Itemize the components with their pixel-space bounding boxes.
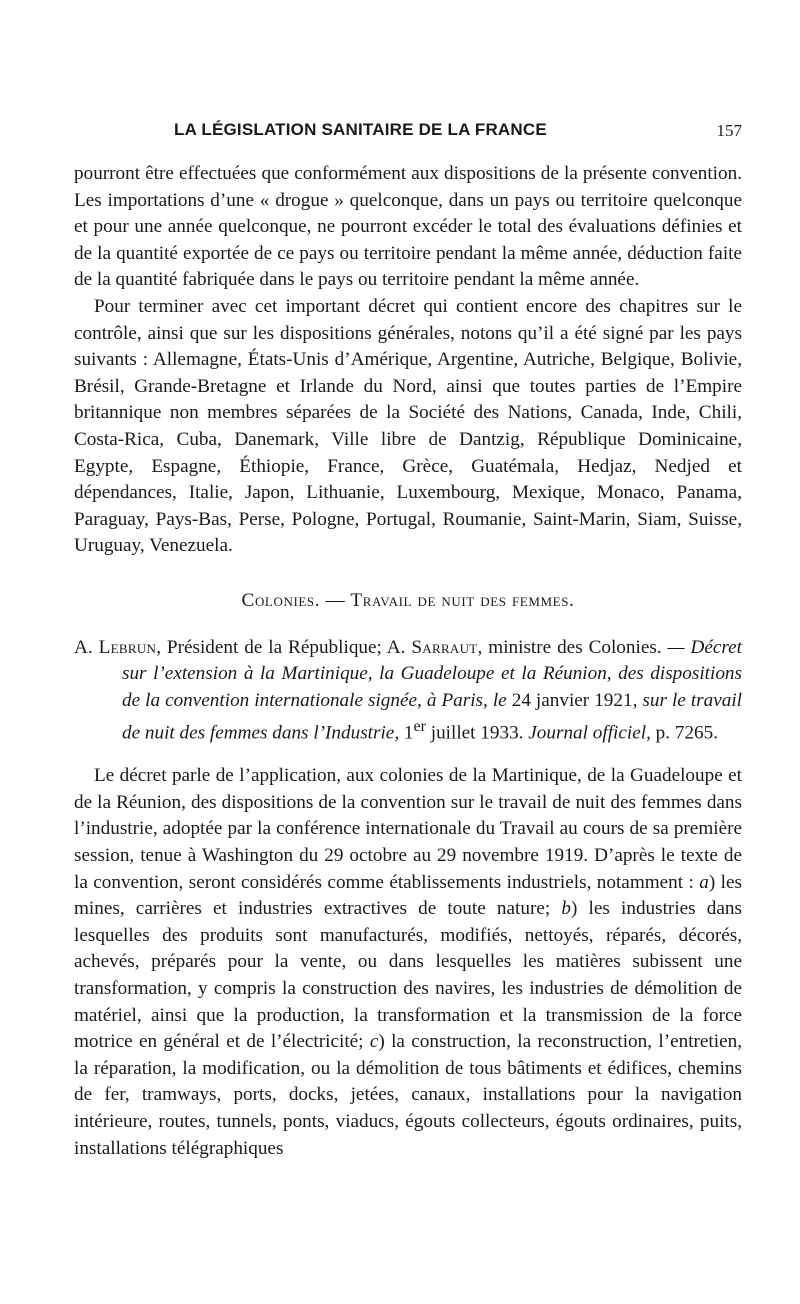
journal-title: Journal officiel [528, 722, 647, 744]
marker-a: a [699, 871, 709, 893]
page-number: 157 [716, 121, 742, 140]
decree-date-sup: er [413, 718, 426, 736]
sarraut-name: Sarraut [411, 636, 478, 658]
sarraut-initial: A. [386, 636, 412, 658]
commentary-part-1: Le décret parle de l’application, aux colonies de la Martinique, de la Guadeloupe et de la Réunion, des dispositions de la convention sur le travail de nuit des femmes dans l’industrie, adoptée par la conférence internationale du Travail au cours de sa première session, tenue à Washington du 29 octobre au 29 novembre 1919. D’après le texte de la convention, seront considérés comme établissements industriels, notamment : [74, 765, 742, 893]
marker-b: b [561, 898, 571, 920]
paragraph-continuation: pourront être effectuées que conformément aux dispositions de la présente convention. Les importations d’une « drogue » quelconque, dans un pays ou territoire quelconque et pour une année quelconque, ne pourront excéder le total des évaluations définies et de la quantité exportée de ce pays ou territoire pendant la même année, déduction faite de la quantité fabriquée dans le pays ou territoire pendant la même année. [74, 163, 742, 291]
decree-title: — Décret sur l’extension à la Martinique, la Guadeloupe et la Réunion, des dispositions de la convention internationale signée, à Paris, le [122, 636, 743, 711]
commentary-part-3: ) les industries dans lesquelles des produits sont manufacturés, modifiés, nettoyés, réparés, décorés, achevés, préparés pour la vente, ou dans lesquelles les matières subissent une transformation, y compris la construction des navires, les industries de démolition de matériel, ainsi que la production, la transformation et la transmission de la force motrice en général et de l’électricité; [74, 898, 742, 1053]
decree-citation [74, 635, 742, 748]
page-body [74, 161, 742, 1162]
commentary-part-2: ) les mines, carrières et industries extractives de toute nature; [74, 871, 742, 920]
lebrun-initial: A. [74, 636, 99, 658]
lebrun-role: , Président de la République; [156, 636, 387, 658]
marker-c: c [369, 1031, 379, 1053]
journal-page: , p. 7265. [646, 722, 719, 744]
section-heading: Colonies. — Travail de nuit des femmes. [241, 589, 575, 611]
commentary-part-4: ) la construction, la reconstruction, l’entretien, la réparation, la modification, ou la démolition de tous bâtiments et édifices, chemins de fer, tramways, ports, docks, jetées, canaux, installations pour la navigation intérieure, routes, tunnels, ponts, viaducs, égouts collecteurs, égouts ordinaires, puits, installations télégraphiques [74, 1031, 742, 1159]
decree-date-day: 1 [403, 722, 414, 744]
sarraut-role: , ministre des Colonies. [477, 636, 662, 658]
decree-date-signed: 24 janvier 1921 [511, 689, 633, 711]
paragraph-decree-commentary [74, 763, 742, 1162]
decree-date-rest: juillet 1933. [425, 722, 529, 744]
page-header [74, 118, 742, 150]
running-head: LA LÉGISLATION SANITAIRE DE LA FRANCE [174, 120, 547, 139]
lebrun-name: Lebrun [98, 636, 157, 658]
decree-subject: , sur le travail de nuit des femmes dans l’Industrie, [122, 689, 742, 744]
paragraph-signatories: Pour terminer avec cet important décret qui contient encore des chapitres sur le contrôle, ainsi que sur les dispositions générales, notons qu’il a été signé par les pays suivants : Allemagne, États-Unis d’Amérique, Argentine, Autriche, Belgique, Bolivie, Brésil, Grande-Bretagne et Irlande du Nord, ainsi que toutes parties de l’Empire britannique non membres séparées de la Société des Nations, Canada, Inde, Chili, Costa-Rica, Cuba, Danemark, Ville libre de Dantzig, République Dominicaine, Egypte, Espagne, Éthiopie, France, Grèce, Guatémala, Hedjaz, Nedjed et dépendances, Italie, Japon, Lithuanie, Luxembourg, Mexique, Monaco, Panama, Paraguay, Pays-Bas, Perse, Pologne, Portugal, Roumanie, Saint-Marin, Siam, Suisse, Uruguay, Venezuela. [74, 295, 742, 557]
